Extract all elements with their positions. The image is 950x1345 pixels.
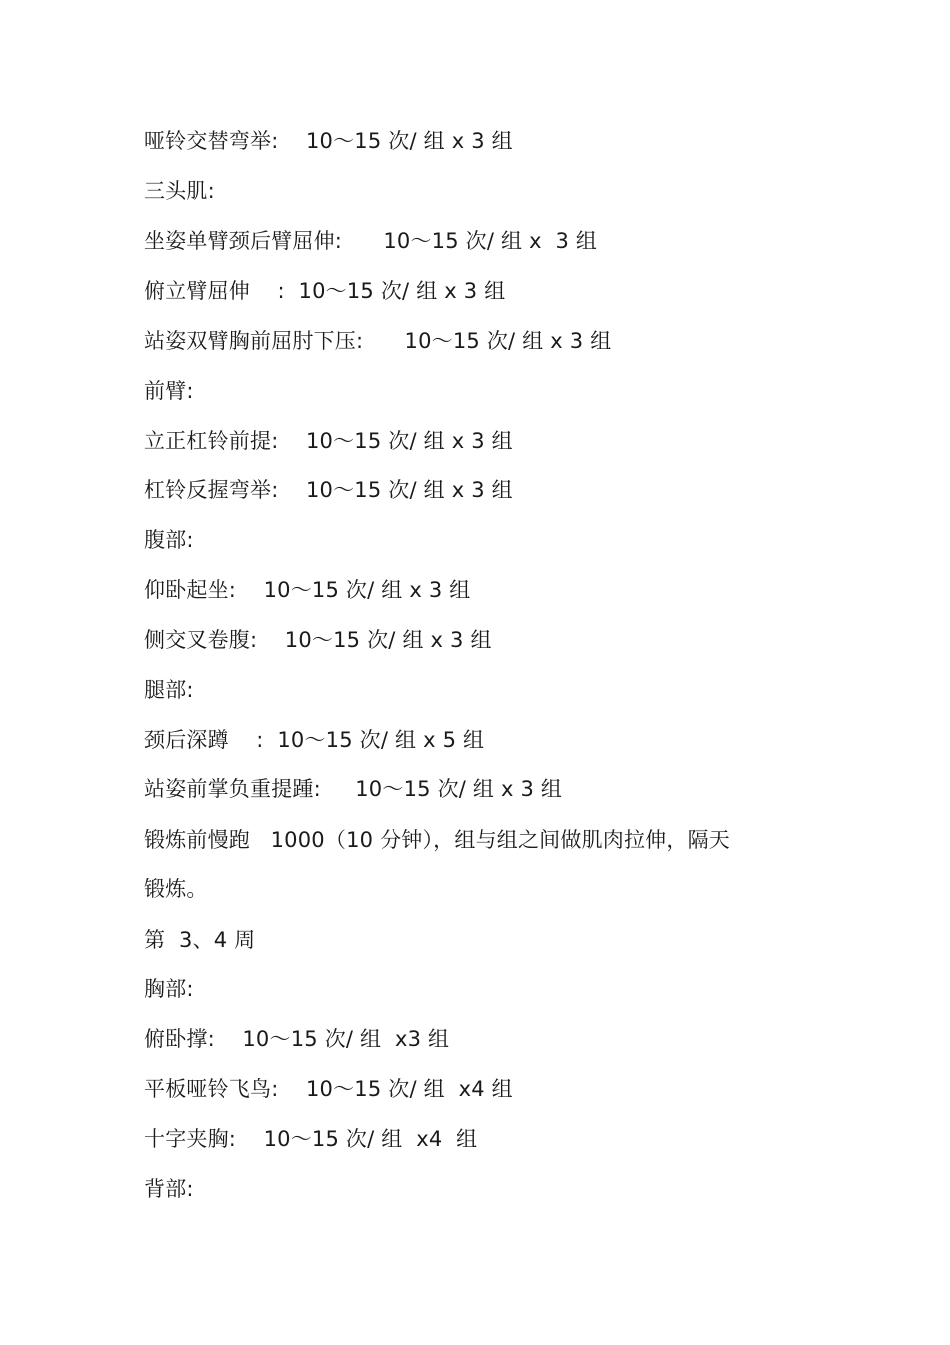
section-heading: 腹部: xyxy=(144,528,194,552)
section-heading: 背部: xyxy=(144,1177,194,1201)
text-line: 锻炼。 xyxy=(144,877,208,901)
text-line: 侧交叉卷腹: 10～15 次/ 组 x 3 组 xyxy=(144,628,492,652)
text-line: 哑铃交替弯举: 10～15 次/ 组 x 3 组 xyxy=(144,129,513,153)
section-heading: 胸部: xyxy=(144,977,194,1001)
text-line: 平板哑铃飞鸟: 10～15 次/ 组 x4 组 xyxy=(144,1077,513,1101)
text-line: 立正杠铃前提: 10～15 次/ 组 x 3 组 xyxy=(144,429,513,453)
text-line: 站姿双臂胸前屈肘下压: 10～15 次/ 组 x 3 组 xyxy=(144,329,612,353)
section-heading: 前臂: xyxy=(144,379,194,403)
week-heading: 第 3、4 周 xyxy=(144,928,256,952)
section-heading: 三头肌: xyxy=(144,179,215,203)
text-line: 俯卧撑: 10～15 次/ 组 x3 组 xyxy=(144,1027,450,1051)
text-line: 十字夹胸: 10～15 次/ 组 x4 组 xyxy=(144,1127,478,1151)
text-line: 锻炼前慢跑 1000（10 分钟），组与组之间做肌肉拉伸，隔天 xyxy=(144,828,730,852)
text-line: 站姿前掌负重提踵: 10～15 次/ 组 x 3 组 xyxy=(144,777,563,801)
text-line: 坐姿单臂颈后臂屈伸: 10～15 次/ 组 x 3 组 xyxy=(144,229,598,253)
section-heading: 腿部: xyxy=(144,678,194,702)
text-line: 俯立臂屈伸 : 10～15 次/ 组 x 3 组 xyxy=(144,279,506,303)
text-line: 颈后深蹲 : 10～15 次/ 组 x 5 组 xyxy=(144,728,485,752)
text-line: 仰卧起坐: 10～15 次/ 组 x 3 组 xyxy=(144,578,471,602)
text-line: 杠铃反握弯举: 10～15 次/ 组 x 3 组 xyxy=(144,478,513,502)
